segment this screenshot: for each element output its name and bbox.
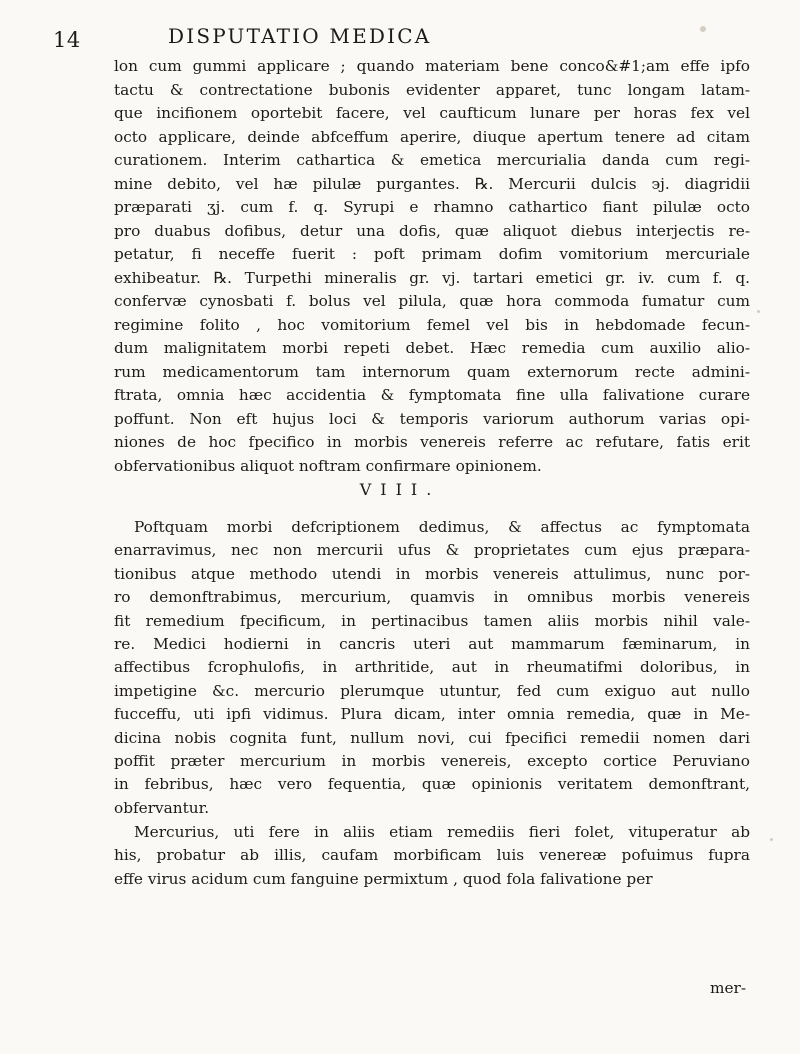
text-line: his, probatur ab illis, caufam morbificam luis venereæ pofuimus fupra: [114, 846, 750, 865]
text-line: tionibus atque methodo utendi in morbis venereis attulimus, nunc por-: [114, 564, 750, 583]
text-line: octo applicare, deinde abfceffum aperire, diuque apertum tenere ad citam: [114, 127, 750, 146]
catchword: mer-: [710, 979, 747, 997]
text-line: Mercurius, uti fere in aliis etiam remediis fieri folet, vituperatur ab: [134, 823, 750, 841]
text-line: regimine folito , hoc vomitorium femel vel bis in hebdomade fecun-: [114, 315, 750, 334]
text-line: re. Medici hodierni in cancris uteri aut mammarum fæminarum, in: [114, 635, 750, 653]
text-line: dum malignitatem morbi repeti debet. Hæc remedia cum auxilio alio-: [114, 339, 750, 357]
paper-speck: [757, 310, 760, 313]
text-line: curationem. Interim cathartica & emetica mercurialia danda cum regi-: [114, 151, 750, 169]
text-line: exhibeatur. ℞. Turpethi mineralis gr. vj. tartari emetici gr. iv. cum f. q.: [114, 268, 750, 287]
text-line: rum medicamentorum tam internorum quam externorum recte admini-: [114, 362, 750, 381]
page-number: 14: [53, 28, 81, 52]
text-line: præparati ʒj. cum f. q. Syrupi e rhamno cathartico fiant pilulæ octo: [114, 198, 750, 216]
text-line: ro demonftrabimus, mercurium, quamvis in omnibus morbis venereis: [114, 588, 750, 607]
running-title: DISPUTATIO MEDICA: [168, 24, 432, 48]
text-line: fit remedium fpecificum, in pertinacibus tamen aliis morbis nihil vale-: [114, 611, 750, 630]
text-line: pro duabus dofibus, detur una dofis, quæ aliquot diebus interjectis re-: [114, 221, 750, 240]
text-line: mine debito, vel hæ pilulæ purgantes. ℞. Mercurii dulcis ϶j. diagridii: [114, 174, 750, 193]
text-line: niones de hoc fpecifico in morbis venereis referre ac refutare, fatis erit: [114, 433, 750, 451]
paper-speck: [700, 26, 706, 32]
text-line: poffunt. Non eft hujus loci & temporis variorum authorum varias opi-: [114, 409, 750, 428]
text-line: affectibus fcrophulofis, in arthritide, aut in rheumatifmi doloribus, in: [114, 658, 750, 677]
text-line: enarravimus, nec non mercurii ufus & proprietates cum ejus præpara-: [114, 541, 750, 560]
text-line: petatur, fi neceffe fuerit : poft primam dofim vomitorium mercuriale: [114, 245, 750, 263]
text-line: in febribus, hæc vero fequentia, quæ opinionis veritatem demonftrant,: [114, 775, 750, 794]
text-line: lon cum gummi applicare ; quando materiam bene conco&#1;am effe ipfo: [114, 57, 750, 75]
text-line: fucceffu, uti ipfi vidimus. Plura dicam, inter omnia remedia, quæ in Me-: [114, 705, 750, 724]
text-line: tactu & contrectatione bubonis evidenter apparet, tunc longam latam-: [114, 80, 750, 99]
text-line: obfervationibus aliquot noftram confirmare opinionem.: [114, 456, 542, 475]
text-line: effe virus acidum cum fanguine permixtum , quod fola falivatione per: [114, 869, 653, 888]
paper-speck: [770, 838, 773, 841]
text-line: dicina nobis cognita funt, nullum novi, cui fpecifici remedii nomen dari: [114, 728, 750, 747]
text-line: que incifionem oportebit facere, vel caufticum lunare per horas fex vel: [114, 104, 750, 122]
text-line: Poftquam morbi defcriptionem dedimus, & affectus ac fymptomata: [134, 518, 750, 536]
text-line: ftrata, omnia hæc accidentia & fymptomata fine ulla falivatione curare: [114, 386, 750, 404]
section-number: VIII.: [359, 480, 441, 499]
text-line: confervæ cynosbati f. bolus vel pilula, quæ hora commoda fumatur cum: [114, 292, 750, 310]
text-line: impetigine &c. mercurio plerumque utuntur, fed cum exiguo aut nullo: [114, 681, 750, 700]
text-line: obfervantur.: [114, 798, 210, 817]
text-line: poffit præter mercurium in morbis venereis, excepto cortice Peruviano: [114, 752, 750, 770]
